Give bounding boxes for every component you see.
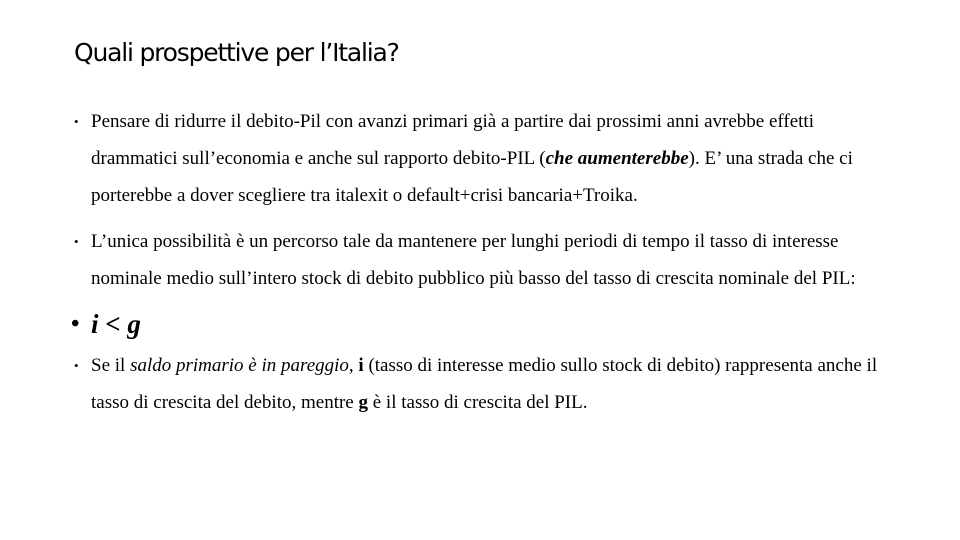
variable-g: g: [358, 392, 368, 413]
bullet-emphasis: che aumenterebbe: [545, 148, 689, 169]
bullet-text: (tasso di interesse medio sullo stock di debito) rappresenta anche il tasso di crescita del debito, mentre: [91, 355, 878, 413]
bullet-text: Se il: [91, 355, 131, 376]
bullet-text: ). E’ una strada che ci porterebbe a dover scegliere tra italexit o default+crisi bancaria+Troika.: [91, 148, 853, 206]
bullet-item-formula: [71, 309, 894, 339]
bullet-icon: •: [71, 311, 80, 337]
bullet-item-primary-balance: [74, 347, 894, 421]
bullet-text: Pensare di ridurre il debito-Pil con avanzi primari già a partire dai prossimi anni avrebbe effetti drammatici sull’economia e anche sul rapporto debito-PIL (: [91, 111, 814, 169]
bullet-text: ,: [348, 355, 359, 376]
bullet-item-only-possibility: [74, 223, 894, 297]
bullet-icon: •: [74, 358, 79, 373]
bullet-list: [71, 103, 894, 421]
bullet-item-debt-reduction: [74, 103, 894, 214]
bullet-icon: •: [74, 234, 79, 249]
slide-title: Quali prospettive per l’Italia?: [74, 38, 399, 67]
formula-text: i < g: [91, 309, 141, 339]
bullet-text: L’unica possibilità è un percorso tale da mantenere per lunghi periodi di tempo il tasso di interesse nominale medio sull’intero stock di debito pubblico più basso del tasso di crescita nominale del PIL:: [91, 231, 856, 289]
bullet-text: è il tasso di crescita del PIL.: [368, 392, 588, 413]
variable-i: i: [358, 355, 364, 376]
bullet-icon: •: [74, 114, 79, 129]
bullet-italic: saldo primario è in pareggio: [130, 355, 349, 376]
